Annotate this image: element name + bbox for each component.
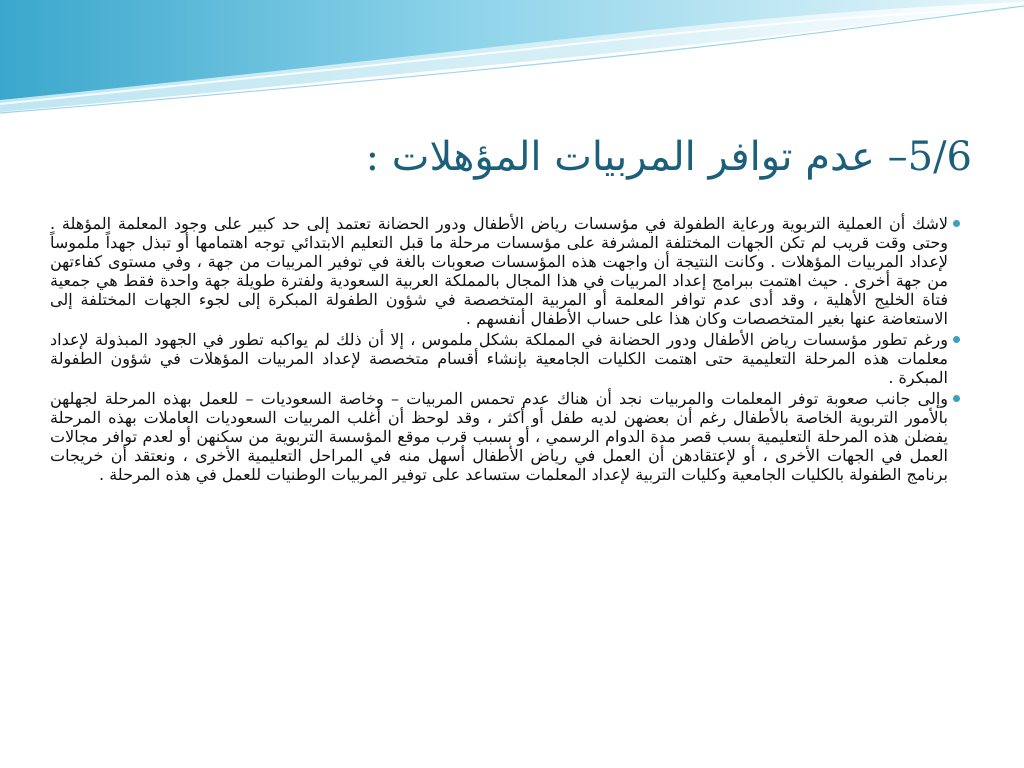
slide-title: 5/6– عدم توافر المربيات المؤهلات : (365, 134, 972, 180)
bullet-icon (950, 214, 962, 233)
paragraph-1 (50, 214, 962, 328)
header-wave-decoration (0, 0, 1024, 120)
bullet-icon (950, 330, 962, 349)
paragraph-text: وإلى جانب صعوبة توفر المعلمات والمربيات نجد أن هناك عدم تحمس المربيات – وخاصة السعوديات – للعمل بهذه المرحلة لجهلهن بالأمور التربوية الخاصة بالأطفال رغم أن بعضهن لديه طفل أو أكثر ، وقد لوحظ أن أغلب المربيات السعوديات العاملات بهذه المرحلة يفضلن هذه المرحلة التعليمية بسب قصر مدة الدوام الرسمي ، أو بسبب قرب موقع المؤسسة التربوية من سكنهن أو لعدم توافر مجالات العمل في الجهات الأخرى ، أو لإعتقادهن أن العمل في رياض الأطفال أسهل منه في المراحل التعليمية الأخرى ، ونعتقد أن خريجات برنامج الطفولة بالكليات الجامعية وكليات التربية لإعداد المعلمات ستساعد على توفير المربيات الوطنيات للعمل في هذه المرحلة . (50, 389, 949, 484)
paragraph-text: ورغم تطور مؤسسات رياض الأطفال ودور الحضانة في المملكة بشكل ملموس ، إلا أن ذلك لم يواكبه تطور في الجهود المبذولة لإعداد معلمات هذه المرحلة التعليمية حتى اهتمت الكليات الجامعية بإنشاء أقسام متخصصة لإعداد المربيات المؤهلات في شؤون الطفولة المبكرة . (50, 330, 948, 387)
paragraph-2 (50, 330, 962, 387)
paragraph-text: لاشك أن العملية التربوية ورعاية الطفولة في مؤسسات رياض الأطفال ودور الحضانة تعتمد إلى حد كبير على وجود المعلمة المؤهلة . وحتى وقت قريب لم تكن الجهات المختلفة المشرفة على مؤسسات مرحلة ما قبل التعليم الابتدائي توجه اهتمامها أو تبذل جهداً ملموساً لإعداد المربيات المؤهلات . وكانت النتيجة أن واجهت هذه المؤسسات صعوبات بالغة في توفير المربيات من جهة ، وفي مستوى كفاءتهن من جهة أخرى . حيث اهتمت ببرامج إعداد المربيات في هذا المجال بالمملكة العربية السعودية ولفترة طويلة جهة واحدة فقط هي جمعية فتاة الخليج الأهلية ، وقد أدى عدم توافر المعلمة أو المربية المتخصصة في شؤون الطفولة المبكرة إلى لجوء الجهات المختلفة إلى الاستعاضة عنها بغير المتخصصات وكان هذا على حساب الأطفال أنفسهم . (50, 214, 949, 328)
slide-body (50, 214, 962, 486)
paragraph-3 (50, 389, 962, 484)
bullet-icon (950, 389, 962, 408)
